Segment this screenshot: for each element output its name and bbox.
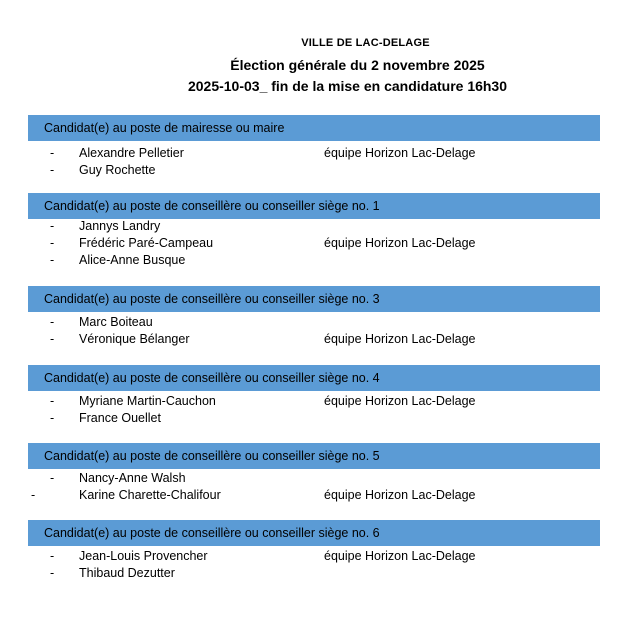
candidate-team: équipe Horizon Lac-Delage [324,332,476,346]
list-dash: - [31,488,36,502]
candidate-row [0,470,635,487]
candidate-row [0,393,635,410]
candidate-team: équipe Horizon Lac-Delage [324,236,476,250]
candidate-team: équipe Horizon Lac-Delage [324,488,476,502]
candidate-team: équipe Horizon Lac-Delage [324,146,476,160]
list-dash: - [50,315,55,329]
candidate-row [0,487,635,504]
list-dash: - [50,411,55,425]
candidate-row [0,235,635,252]
list-dash: - [50,253,55,267]
city-name: VILLE DE LAC-DELAGE [301,37,430,49]
candidate-name: Jannys Landry [79,219,161,233]
candidate-name: Karine Charette-Chalifour [79,488,221,502]
candidate-name: Jean-Louis Provencher [79,549,208,563]
section-header-siege-5: Candidat(e) au poste de conseillère ou conseiller siège no. 5 [28,443,600,469]
section-header-siege-3: Candidat(e) au poste de conseillère ou conseiller siège no. 3 [28,286,600,312]
candidate-name: Frédéric Paré-Campeau [79,236,214,250]
candidate-name: Marc Boiteau [79,315,153,329]
candidate-name: Guy Rochette [79,163,156,177]
list-dash: - [50,566,55,580]
candidate-name: France Ouellet [79,411,161,425]
section-header-siege-6: Candidat(e) au poste de conseillère ou conseiller siège no. 6 [28,520,600,546]
list-dash: - [50,163,55,177]
candidate-row [0,314,635,331]
candidate-row [0,218,635,235]
candidate-name: Myriane Martin-Cauchon [79,394,216,408]
candidate-row [0,145,635,162]
candidate-row [0,565,635,582]
candidate-name: Alice-Anne Busque [79,253,186,267]
candidate-name: Nancy-Anne Walsh [79,471,186,485]
candidate-team: équipe Horizon Lac-Delage [324,549,476,563]
candidate-row [0,252,635,269]
list-dash: - [50,219,55,233]
list-dash: - [50,394,55,408]
candidate-row [0,162,635,179]
list-dash: - [50,471,55,485]
candidate-row [0,410,635,427]
deadline-subtitle: 2025-10-03_ fin de la mise en candidature 16h30 [187,78,508,94]
candidate-row [0,331,635,348]
list-dash: - [50,332,55,346]
candidate-name: Alexandre Pelletier [79,146,184,160]
election-title: Élection générale du 2 novembre 2025 [230,57,485,73]
candidate-row [0,548,635,565]
candidate-name: Thibaud Dezutter [79,566,175,580]
section-header-siege-4: Candidat(e) au poste de conseillère ou conseiller siège no. 4 [28,365,600,391]
candidate-team: équipe Horizon Lac-Delage [324,394,476,408]
list-dash: - [50,236,55,250]
list-dash: - [50,146,55,160]
section-header-siege-1: Candidat(e) au poste de conseillère ou conseiller siège no. 1 [28,193,600,219]
list-dash: - [50,549,55,563]
candidate-name: Véronique Bélanger [79,332,190,346]
section-header-maire: Candidat(e) au poste de mairesse ou maire [28,115,600,141]
